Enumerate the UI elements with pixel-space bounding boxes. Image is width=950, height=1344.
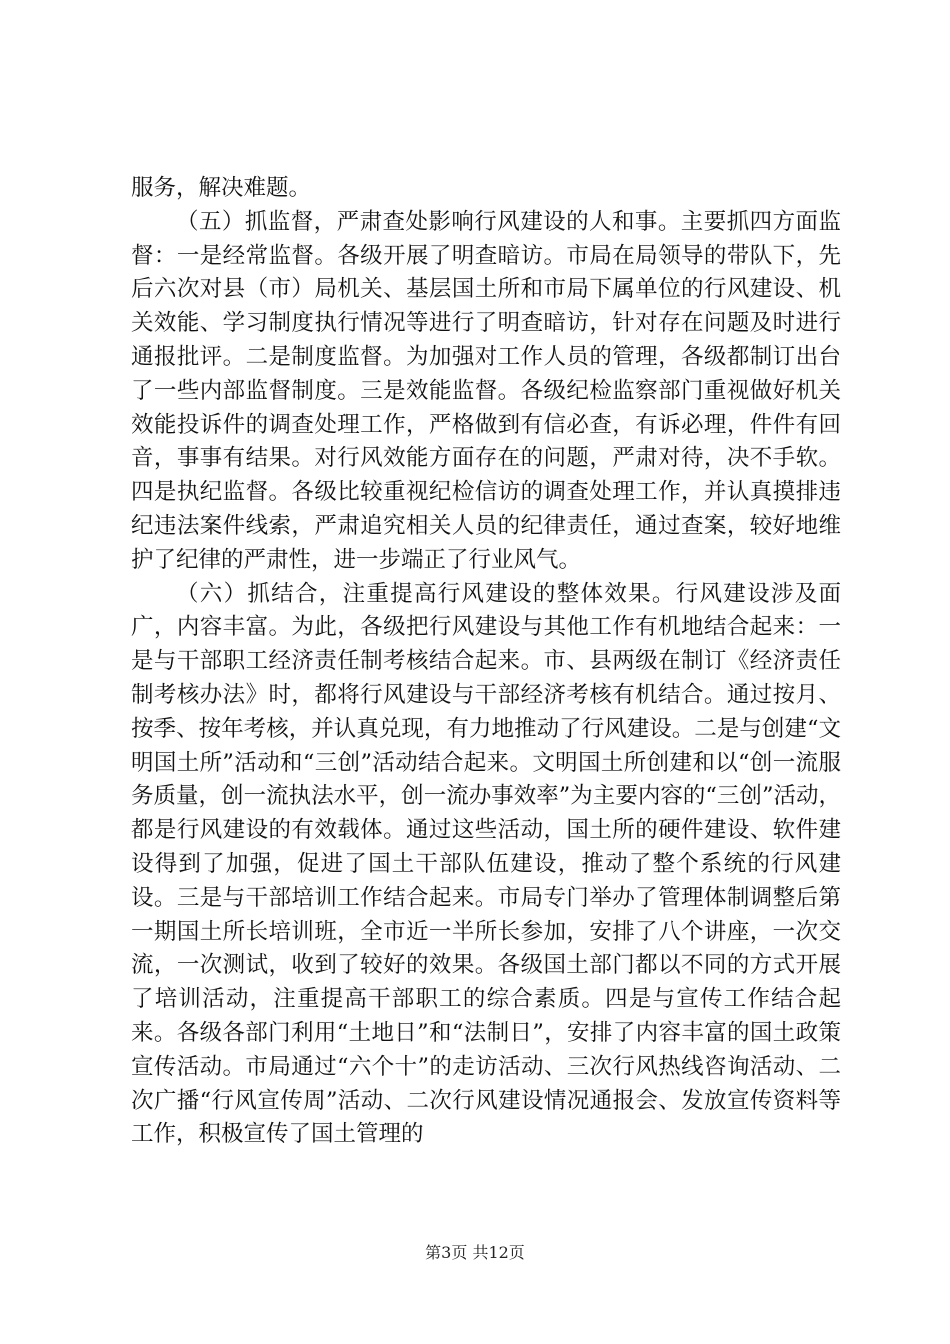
document-body <box>131 172 841 1152</box>
page-footer: 第3页 共12页 <box>425 1243 525 1262</box>
paragraph-continuation: 服务，解决难题。 <box>131 175 312 201</box>
paragraph-combination: （六）抓结合，注重提高行风建设的整体效果。行风建设涉及面广，内容丰富。为此，各级把行风建设与其他工作有机地结合起来：一是与干部职工经济责任制考核结合起来。市、县两级在制订《经济责任制考核办法》时，都将行风建设与干部经济考核有机结合。通过按月、按季、按年考核，并认真兑现，有力地推动了行风建设。二是与创建“文明国土所”活动和“三创”活动结合起来。文明国土所创建和以“创一流服务质量，创一流执法水平，创一流办事效率”为主要内容的“三创”活动，都是行风建设的有效载体。通过这些活动，国土所的硬件建设、软件建设得到了加强，促进了国土干部队伍建设，推动了整个系统的行风建设。三是与干部培训工作结合起来。市局专门举办了管理体制调整后第一期国土所长培训班，全市近一半所长参加，安排了八个讲座，一次交流，一次测试，收到了较好的效果。各级国土部门都以不同的方式开展了培训活动，注重提高干部职工的综合素质。四是与宣传工作结合起来。各级各部门利用“土地日”和“法制日”，安排了内容丰富的国土政策宣传活动。市局通过“六个十”的走访活动、三次行风热线咨询活动、二次广播“行风宣传周”活动、二次行风建设情况通报会、发放宣传资料等工作，积极宣传了国土管理的 <box>131 580 841 1148</box>
paragraph-supervision: （五）抓监督，严肃查处影响行风建设的人和事。主要抓四方面监督：一是经常监督。各级开展了明查暗访。市局在局领导的带队下，先后六次对县（市）局机关、基层国土所和市局下属单位的行风建设、机关效能、学习制度执行情况等进行了明查暗访，针对存在问题及时进行通报批评。二是制度监督。为加强对工作人员的管理，各级都制订出台了一些内部监督制度。三是效能监督。各级纪检监察部门重视做好机关效能投诉件的调查处理工作，严格做到有信必查，有诉必理，件件有回音，事事有结果。对行风效能方面存在的问题，严肃对待，决不手软。四是执纪监督。各级比较重视纪检信访的调查处理工作，并认真摸排违纪违法案件线索，严肃追究相关人员的纪律责任，通过查案，较好地维护了纪律的严肃性，进一步端正了行业风气。 <box>131 208 841 573</box>
